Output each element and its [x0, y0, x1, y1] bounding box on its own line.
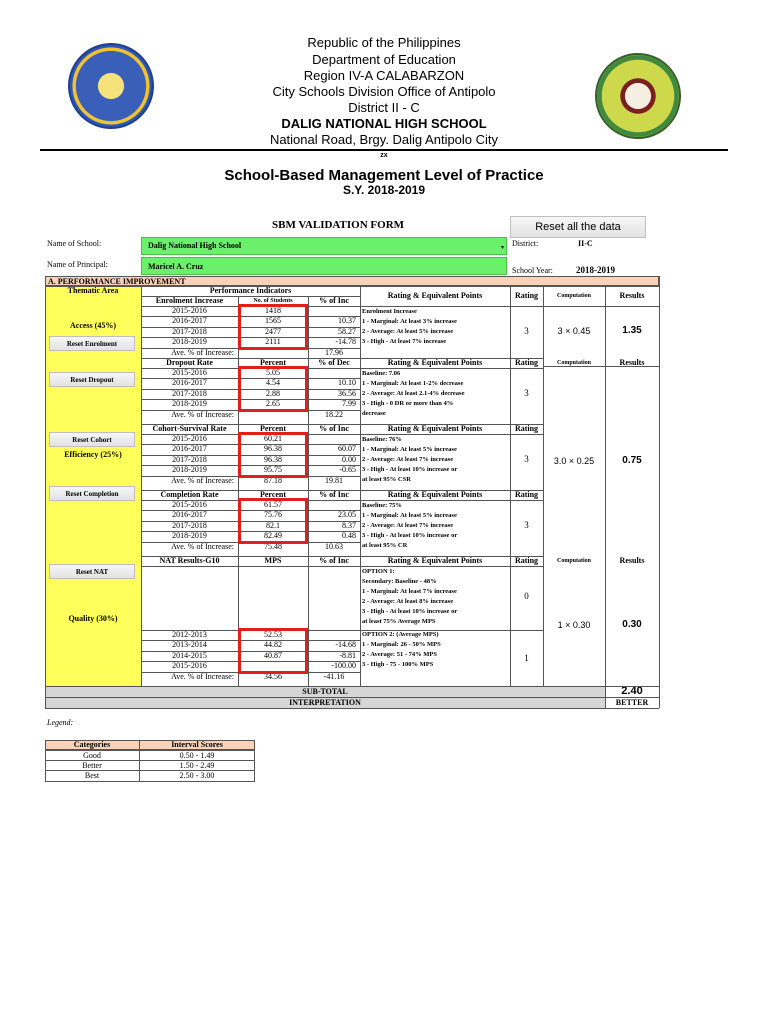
cohort-value: 96.38: [264, 454, 282, 464]
enrolment-result: 1.35: [622, 326, 642, 336]
enrolment-criterion: 1 - Marginal: At least 3% increase: [362, 318, 457, 325]
enrolment-computation-header: Computation: [556, 293, 591, 299]
dropout-year: 2016-2017: [172, 378, 207, 388]
name-of-school-value: Dalig National High School: [148, 241, 242, 250]
dropout-year: 2017-2018: [172, 388, 207, 398]
nat-criterion-option1: 1 - Marginal: At least 7% increase: [362, 588, 457, 595]
nat-rating-header-line: [360, 556, 543, 557]
dropout-ave: 18.22: [325, 409, 343, 419]
nat-computation-header: Computation: [556, 558, 591, 564]
completion-h1: Completion Rate: [160, 490, 219, 499]
enrolment-ave-label: Ave. % of Increase:: [171, 347, 234, 357]
nat-year: 2015-2016: [172, 661, 207, 671]
nat-value: 44.82: [264, 640, 282, 650]
cohort-criterion: Baseline: 76%: [362, 436, 402, 443]
nat-results-header: Results: [619, 556, 645, 565]
dropout-value: 2.88: [266, 388, 280, 398]
enrolment-value: 1565: [265, 316, 281, 326]
completion-year: 2018-2019: [172, 531, 207, 541]
enrolment-h3: % of Inc: [319, 296, 349, 305]
grid-hline: [45, 708, 659, 709]
enrolment-value: 2477: [265, 326, 281, 336]
dropout-pct: 7.99: [342, 399, 356, 409]
cohort-header-line: [141, 424, 360, 425]
quality-cell: [45, 566, 141, 686]
completion-rating-eq-header: Rating & Equivalent Points: [387, 490, 483, 499]
enrolment-year: 2016-2017: [172, 316, 207, 326]
cohort-criterion: 2 - Average: At least 7% increase: [362, 456, 454, 463]
nat-rating-eq-header: Rating & Equivalent Points: [387, 556, 483, 565]
nat-ave-value: 34.56: [264, 671, 282, 681]
nat-criterion-option1: at least 75% Average MPS: [362, 618, 436, 625]
enrolment-year: 2017-2018: [172, 326, 207, 336]
efficiency-computation: 3.0 × 0.25: [553, 456, 595, 466]
enrolment-value: 2111: [265, 337, 281, 347]
dropout-rating-header-line: [360, 358, 543, 359]
nat-criterion-option1: Secondary: Baseline - 48%: [362, 578, 437, 585]
enrolment-pct: -14.78: [335, 337, 356, 347]
cohort-criterion: at least 95% CSR: [362, 476, 411, 483]
interpretation-value: BETTER: [615, 698, 649, 707]
cohort-h1: Cohort-Survival Rate: [152, 424, 227, 433]
nat-rating-header: Rating: [514, 556, 539, 565]
enrolment-results-header: Results: [619, 291, 645, 300]
enrolment-criterion: 3 - High - At least 7% increase: [362, 338, 447, 345]
nat-value: 52.53: [264, 630, 282, 639]
grid-vline: [510, 286, 511, 686]
dropout-highlight-box: [238, 366, 308, 412]
completion-h3: % of Inc: [319, 490, 349, 499]
nat-h3: % of Inc: [319, 556, 349, 565]
grid-vline: [45, 286, 46, 708]
completion-rating-header: Rating: [514, 490, 539, 499]
nat-header-bottom-line: [141, 566, 360, 567]
nat-h2: MPS: [264, 556, 282, 565]
header-zx: zx: [380, 152, 388, 159]
nat-rating-option1: 0: [524, 591, 529, 601]
principal-value: Maricel A. Cruz: [148, 262, 204, 271]
dropout-header-line: [141, 358, 360, 359]
dropout-criterion: 1 - Marginal: At least 1-2% decrease: [362, 380, 464, 387]
completion-value: 82.1: [266, 520, 280, 530]
legend-score: 1.50 - 2.49: [179, 761, 215, 770]
cohort-rating-eq-header: Rating & Equivalent Points: [387, 424, 483, 433]
reset-cohort-button[interactable]: Reset Cohort: [49, 432, 135, 447]
legend-category: Better: [82, 761, 102, 770]
nat-criterion-option2: 2 - Average: 51 - 74% MPS: [362, 651, 437, 658]
completion-value: 75.76: [264, 510, 282, 520]
quality-label: Quality (30%): [68, 614, 118, 623]
nat-criterion-option2: OPTION 2: (Average MPS): [362, 631, 439, 638]
efficiency-result: 0.75: [622, 456, 642, 466]
enrolment-pct: 10.37: [338, 316, 356, 326]
page-school-year: S.Y. 2018-2019: [342, 183, 426, 197]
completion-pct: 0.48: [342, 531, 356, 541]
enrolment-value: 1418: [265, 306, 281, 315]
enrolment-pct: 58.27: [338, 326, 356, 336]
dropout-year: 2018-2019: [172, 399, 207, 409]
dropout-h1: Dropout Rate: [166, 358, 213, 367]
enrolment-criterion: Enrolment Increase: [362, 308, 417, 315]
cohort-ave-label: Ave. % of Increase:: [171, 475, 234, 485]
section-header: [45, 276, 659, 286]
legend-category: Good: [83, 751, 101, 760]
completion-criterion: 2 - Average: At least 7% increase: [362, 522, 454, 529]
header-region: Region IV-A CALABARZON: [303, 68, 465, 83]
results-sep2: [605, 366, 659, 367]
cohort-year: 2017-2018: [172, 454, 207, 464]
completion-year: 2015-2016: [172, 500, 207, 509]
completion-ave-value: 75.48: [264, 541, 282, 551]
nat-rating-option2: 1: [524, 653, 529, 663]
cohort-ave-value: 87.18: [264, 475, 282, 485]
enrolment-h2: No. of Students: [253, 298, 293, 304]
grid-vline: [605, 286, 606, 708]
completion-pct: 8.37: [342, 520, 356, 530]
dropout-value: 4.54: [266, 378, 280, 388]
nat-criterion-option2: 3 - High - 75 - 100% MPS: [362, 661, 434, 668]
district-value: II-C: [578, 239, 593, 248]
grid-hline: [45, 686, 659, 687]
nat-pct: -14.68: [335, 640, 356, 650]
subtotal-value: 2.40: [621, 685, 643, 697]
dropout-value: 2.65: [266, 399, 280, 409]
enrolment-h1: Enrolment Increase: [155, 296, 224, 305]
cohort-rating-header: Rating: [514, 424, 539, 433]
dropout-rating: 3: [524, 388, 529, 398]
access-efficiency-cell: [45, 296, 141, 556]
cohort-ave: 19.81: [325, 475, 343, 485]
section-title: A. PERFORMANCE IMPROVEMENT: [48, 277, 186, 286]
dropout-year: 2015-2016: [172, 368, 207, 377]
chevron-down-icon[interactable]: ▾: [500, 245, 504, 251]
nat-criterion-option2: 1 - Marginal: 26 - 50% MPS: [362, 641, 441, 648]
cohort-year: 2016-2017: [172, 444, 207, 454]
completion-value: 82.49: [264, 531, 282, 541]
efficiency-label: Efficiency (25%): [64, 450, 122, 459]
dropout-criterion: 3 - High - 0 DR or more than 4%: [362, 400, 454, 407]
completion-ave: 10.63: [325, 541, 343, 551]
nat-option-divider: [360, 630, 543, 631]
completion-ave-label: Ave. % of Increase:: [171, 541, 234, 551]
nat-year: 2013-2014: [172, 640, 207, 650]
perf-ind-header: Performance Indicators: [209, 286, 292, 295]
nat-pct: -100.00: [331, 661, 356, 671]
completion-h2: Percent: [259, 490, 287, 499]
dropout-value: 5.05: [266, 368, 280, 377]
subtotal-label: SUB-TOTAL: [302, 687, 348, 696]
dropout-criterion: decrease: [362, 410, 386, 417]
quality-computation: 1 × 0.30: [557, 620, 591, 630]
legend-score: 2.50 - 3.00: [179, 771, 215, 780]
nat-header-line: [141, 556, 360, 557]
name-of-school-label: Name of School:: [47, 239, 102, 248]
dropout-h3: % of Dec: [318, 358, 350, 367]
nat-year: 2012-2013: [172, 630, 207, 639]
principal-field[interactable]: [141, 257, 507, 275]
dropout-pct: 36.56: [338, 388, 356, 398]
enrolment-criterion: 2 - Average: At least 5% increase: [362, 328, 454, 335]
form-title: SBM VALIDATION FORM: [272, 219, 405, 231]
header-divider: [40, 149, 728, 151]
nat-highlight-box: [238, 628, 308, 674]
reset-nat-button[interactable]: Reset NAT: [49, 564, 135, 579]
cohort-value: 60.21: [264, 434, 282, 443]
school-year-label: School Year:: [512, 266, 553, 275]
enrolment-highlight-box: [238, 304, 308, 350]
completion-criterion: 3 - High - At least 10% increase or: [362, 532, 458, 539]
dropout-criterion: Baseline: 7.06: [362, 370, 401, 377]
enrolment-ave: 17.96: [325, 347, 343, 357]
completion-rating: 3: [524, 520, 529, 530]
header-school: DALIG NATIONAL HIGH SCHOOL: [281, 116, 487, 131]
dropout-rating-eq-header: Rating & Equivalent Points: [387, 358, 483, 367]
nat-ave: -41.16: [323, 671, 345, 681]
completion-pct: 23.05: [338, 510, 356, 520]
dropout-results-header: Results: [619, 358, 645, 367]
enrolment-computation: 3 × 0.45: [557, 326, 591, 336]
grid-hline: [45, 697, 659, 698]
cohort-pct: 60.07: [338, 444, 356, 454]
legend-score: 0.50 - 1.49: [179, 751, 215, 760]
header-district: District II - C: [348, 100, 420, 115]
school-year-value: 2018-2019: [576, 265, 615, 275]
name-of-school-field[interactable]: [141, 237, 507, 255]
reset-enrolment-button[interactable]: Reset Enrolment: [49, 336, 135, 351]
nat-criterion-option1: OPTION 1:: [362, 568, 395, 575]
header-department: Department of Education: [312, 52, 456, 67]
completion-criterion: 1 - Marginal: At least 5% increase: [362, 512, 457, 519]
principal-label: Name of Principal:: [47, 260, 108, 269]
nat-value: 40.87: [264, 650, 282, 660]
cohort-year: 2015-2016: [172, 434, 207, 443]
header-division: City Schools Division Office of Antipolo: [272, 84, 496, 99]
dropout-ave-label: Ave. % of Increase:: [171, 409, 234, 419]
nat-ave-label: Ave. % of Increase:: [171, 671, 234, 681]
legend-title: Legend:: [47, 718, 74, 727]
completion-criterion: Baseline: 75%: [362, 502, 402, 509]
cohort-rating: 3: [524, 454, 529, 464]
enrolment-header-line: [141, 296, 360, 297]
cohort-pct: -0.65: [339, 465, 356, 475]
legend-category: Best: [84, 771, 100, 780]
legend-h1: Categories: [73, 740, 111, 749]
cohort-criterion: 3 - High - At least 10% increase or: [362, 466, 458, 473]
reset-completion-button[interactable]: Reset Completion: [49, 486, 135, 501]
quality-result: 0.30: [622, 620, 642, 630]
dropout-computation-header: Computation: [556, 360, 591, 366]
cohort-rating-header-line: [360, 424, 543, 425]
completion-year: 2016-2017: [172, 510, 207, 520]
dropout-criterion: 2 - Average: At least 2.1-4% decrease: [362, 390, 465, 397]
cohort-h3: % of Inc: [319, 424, 349, 433]
access-label: Access (45%): [70, 321, 116, 330]
cohort-criterion: 1 - Marginal: At least 5% increase: [362, 446, 457, 453]
nat-criterion-option1: 3 - High - At least 10% increase or: [362, 608, 458, 615]
dropout-rating-header: Rating: [514, 358, 539, 367]
completion-year: 2017-2018: [172, 520, 207, 530]
nat-pct: -8.81: [339, 650, 356, 660]
completion-rating-header-line: [360, 490, 543, 491]
enrolment-rating-header: Rating: [514, 291, 539, 300]
grid-vline: [543, 286, 544, 686]
cohort-h2: Percent: [259, 424, 287, 433]
header-address: National Road, Brgy. Dalig Antipolo City: [269, 132, 499, 147]
cohort-year: 2018-2019: [172, 465, 207, 475]
cohort-highlight-box: [238, 432, 308, 478]
reset-all-button[interactable]: Reset all the data: [510, 216, 646, 238]
thematic-header: Thematic Area: [67, 286, 119, 295]
nat-year: 2014-2015: [172, 650, 207, 660]
enrolment-rating: 3: [524, 326, 529, 336]
enrolment-year: 2018-2019: [172, 337, 207, 347]
dropout-h2: Percent: [259, 358, 287, 367]
nat-h1: NAT Results-G10: [159, 556, 220, 565]
enrolment-rating-eq-header: Rating & Equivalent Points: [387, 291, 483, 300]
cohort-pct: 0.00: [342, 454, 356, 464]
interpretation-label: INTERPRETATION: [289, 698, 361, 707]
enrolment-year: 2015-2016: [172, 306, 207, 315]
dropout-pct: 10.10: [338, 378, 356, 388]
completion-header-line: [141, 490, 360, 491]
reset-dropout-button[interactable]: Reset Dropout: [49, 372, 135, 387]
completion-value: 61.57: [264, 500, 282, 509]
header-republic: Republic of the Philippines: [307, 35, 461, 50]
grid-vline: [659, 276, 660, 708]
legend-h2: Interval Scores: [171, 740, 223, 749]
cohort-value: 95.75: [264, 465, 282, 475]
page-title: School-Based Management Level of Practice: [224, 167, 544, 184]
nat-criterion-option1: 2 - Average: At least 8% increase: [362, 598, 454, 605]
completion-criterion: at least 95% CR: [362, 542, 408, 549]
cohort-value: 96.38: [264, 444, 282, 454]
grid-hline: [45, 286, 659, 287]
completion-highlight-box: [238, 498, 308, 544]
district-label: District:: [512, 239, 539, 248]
